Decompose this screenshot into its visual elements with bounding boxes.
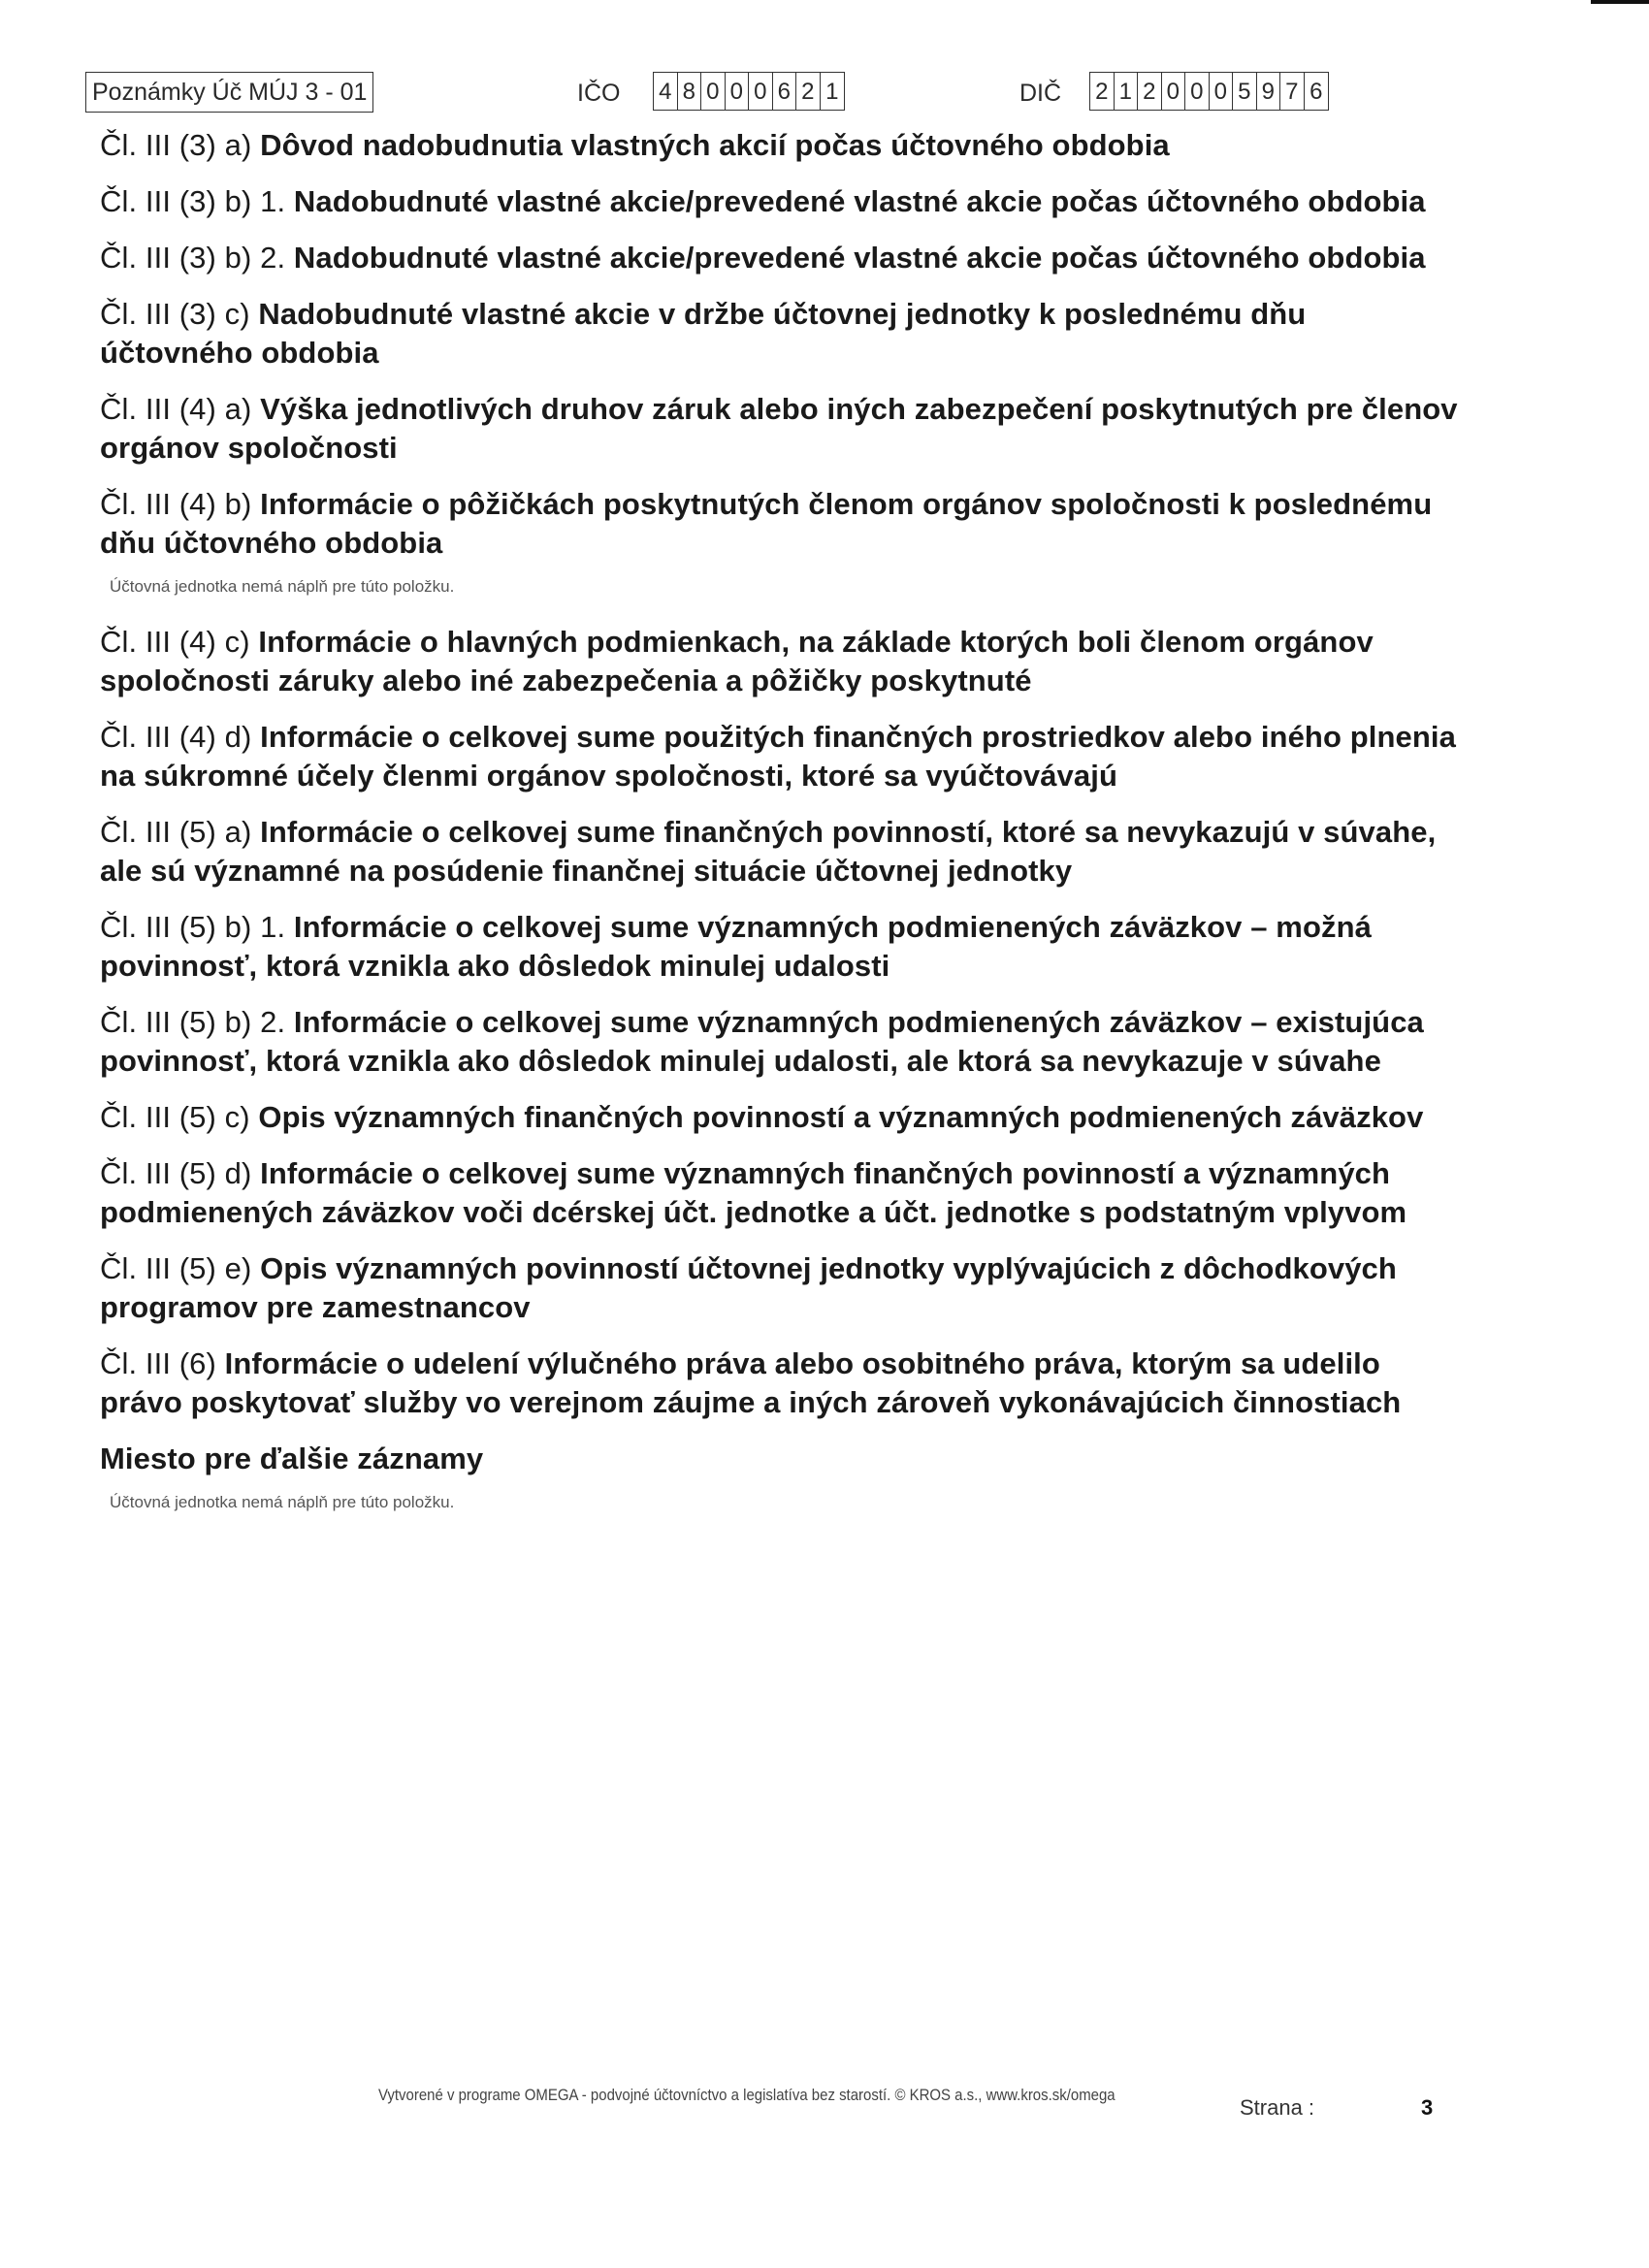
item-5e: [100, 1249, 1458, 1327]
dic-digit: 7: [1280, 73, 1305, 110]
item-prefix: Čl. III (3) a): [100, 128, 261, 162]
item-prefix: Čl. III (3) b) 2.: [100, 241, 294, 275]
item-prefix: Čl. III (3) b) 1.: [100, 184, 294, 218]
item-5c: [100, 1098, 1458, 1137]
item-prefix: Čl. III (4) a): [100, 392, 261, 426]
item-3c: [100, 295, 1458, 373]
item-title: Informácie o udelení výlučného práva alebo osobitného práva, ktorým sa udelilo právo poskytovať služby vo verejnom záujme a iných zároveň vykonávajúcich činnostiach: [100, 1346, 1402, 1419]
ico-digit: 2: [796, 73, 821, 110]
ico-digit: 6: [773, 73, 797, 110]
ico-digit: 0: [726, 73, 750, 110]
item-prefix: Čl. III (5) a): [100, 815, 261, 849]
item-5a: [100, 813, 1458, 891]
dic-digit: 9: [1257, 73, 1281, 110]
item-other-records: [100, 1440, 1458, 1478]
item-title: Opis významných povinností účtovnej jednotky vyplývajúcich z dôchodkových programov pre zamestnancov: [100, 1251, 1397, 1324]
dic-boxes: [1089, 72, 1329, 111]
item-3b1: [100, 182, 1458, 221]
item-5b1: [100, 908, 1458, 986]
item-title: Nadobudnuté vlastné akcie/prevedené vlastné akcie počas účtovného obdobia: [293, 184, 1426, 218]
dic-digit: 1: [1115, 73, 1139, 110]
ico-label: IČO: [577, 80, 621, 107]
item-title: Miesto pre ďalšie záznamy: [100, 1442, 484, 1475]
item-4c: [100, 623, 1458, 700]
item-title: Výška jednotlivých druhov záruk alebo iných zabezpečení poskytnutých pre členov orgánov spoločnosti: [100, 392, 1458, 465]
document-header: [85, 72, 1443, 116]
dic-digit: 0: [1162, 73, 1186, 110]
item-title: Informácie o celkovej sume významných podmienených záväzkov – existujúca povinnosť, ktorá vznikla ako dôsledok minulej udalosti, ale ktorá sa nevykazuje v súvahe: [100, 1005, 1424, 1078]
item-title: Informácie o celkovej sume významných finančných povinností a významných podmienených záväzkov voči dcérskej účt. jednotke a účt. jednotke s podstatným vplyvom: [100, 1156, 1407, 1229]
item-prefix: Čl. III (5) d): [100, 1156, 261, 1190]
item-title: Informácie o celkovej sume finančných povinností, ktoré sa nevykazujú v súvahe, ale sú významné na posúdenie finančnej situácie účtovnej jednotky: [100, 815, 1437, 888]
footer-credit: Vytvorené v programe OMEGA - podvojné účtovníctvo a legislatíva bez starostí. © KROS a.s., www.kros.sk/omega: [378, 2086, 1116, 2104]
ico-digit: 0: [701, 73, 726, 110]
item-title: Informácie o celkovej sume významných podmienených záväzkov – možná povinnosť, ktorá vznikla ako dôsledok minulej udalosti: [100, 910, 1372, 983]
item-title: Informácie o celkovej sume použitých finančných prostriedkov alebo iného plnenia na súkromné účely členmi orgánov spoločnosti, ktoré sa vyúčtovávajú: [100, 720, 1456, 793]
item-prefix: Čl. III (4) c): [100, 625, 259, 659]
item-5b2: [100, 1003, 1458, 1081]
item-6: [100, 1345, 1458, 1422]
item-prefix: Čl. III (5) c): [100, 1100, 259, 1134]
dic-label: DIČ: [1019, 80, 1062, 107]
item-prefix: Čl. III (6): [100, 1346, 225, 1380]
dic-digit: 0: [1210, 73, 1234, 110]
dic-digit: 2: [1138, 73, 1162, 110]
item-prefix: Čl. III (3) c): [100, 297, 259, 331]
item-4b: [100, 485, 1458, 563]
item-3a: [100, 126, 1458, 165]
item-title: Nadobudnuté vlastné akcie/prevedené vlastné akcie počas účtovného obdobia: [293, 241, 1426, 275]
item-title: Informácie o hlavných podmienkach, na základe ktorých boli členom orgánov spoločnosti záruky alebo iné zabezpečenia a pôžičky poskytnuté: [100, 625, 1374, 697]
dic-digit: 5: [1233, 73, 1257, 110]
item-4a: [100, 390, 1458, 468]
item-4d: [100, 718, 1458, 795]
item-title: Opis významných finančných povinností a významných podmienených záväzkov: [258, 1100, 1424, 1134]
item-note: Účtovná jednotka nemá náplň pre túto položku.: [110, 1493, 455, 1511]
form-id: Poznámky Úč MÚJ 3 - 01: [85, 72, 373, 113]
dic-digit: 0: [1185, 73, 1210, 110]
dic-digit: 6: [1310, 79, 1323, 105]
page-number: 3: [1421, 2095, 1434, 2120]
item-5d: [100, 1154, 1458, 1232]
ico-digit: 1: [825, 79, 839, 105]
item-3b2: [100, 239, 1458, 277]
item-prefix: Čl. III (5) b) 2.: [100, 1005, 294, 1039]
ico-digit: 4: [654, 73, 678, 110]
scan-edge-mark: [1591, 0, 1649, 4]
item-prefix: Čl. III (5) e): [100, 1251, 261, 1285]
ico-digit: 0: [749, 73, 773, 110]
item-prefix: Čl. III (5) b) 1.: [100, 910, 294, 944]
ico-boxes: [653, 72, 845, 111]
page-label: Strana :: [1240, 2095, 1315, 2120]
item-note: Účtovná jednotka nemá náplň pre túto položku.: [110, 577, 455, 596]
item-title: Informácie o pôžičkách poskytnutých členom orgánov spoločnosti k poslednému dňu účtovného obdobia: [100, 487, 1433, 560]
notes-content: [100, 126, 1458, 1539]
item-prefix: Čl. III (4) d): [100, 720, 261, 754]
ico-digit: 8: [678, 73, 702, 110]
item-title: Dôvod nadobudnutia vlastných akcií počas účtovného obdobia: [260, 128, 1170, 162]
dic-digit: 2: [1090, 73, 1115, 110]
item-title: Nadobudnuté vlastné akcie v držbe účtovnej jednotky k poslednému dňu účtovného obdobia: [100, 297, 1307, 370]
item-prefix: Čl. III (4) b): [100, 487, 261, 521]
